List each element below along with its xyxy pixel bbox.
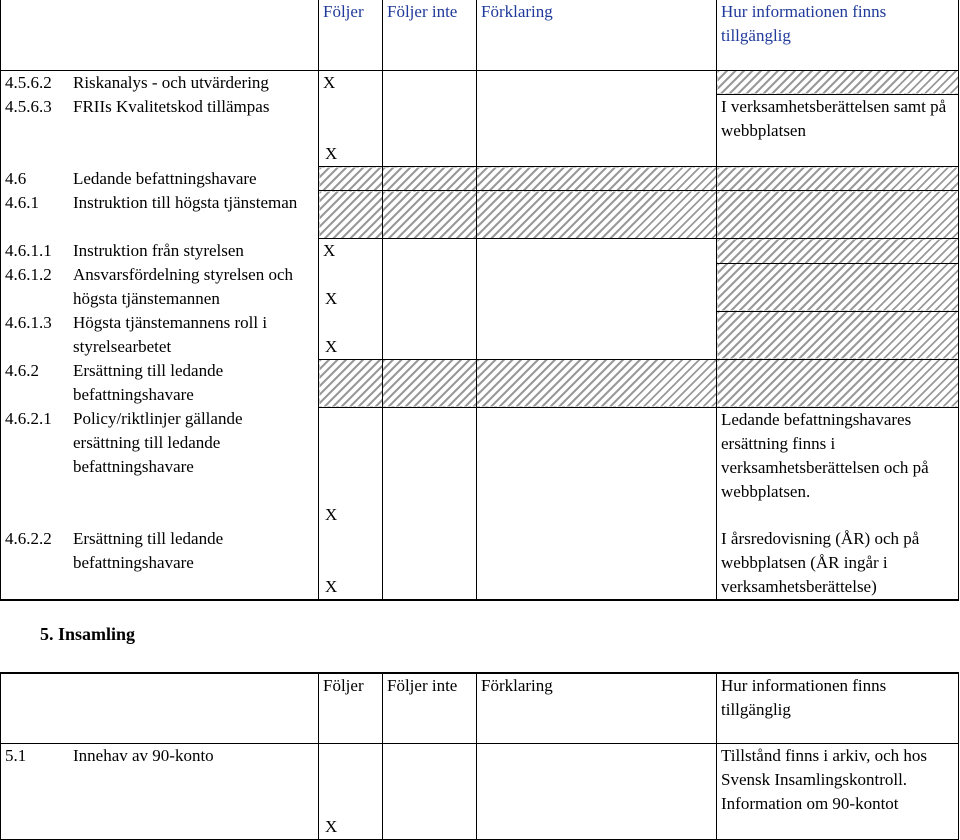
row-info-hatched bbox=[717, 70, 959, 95]
row-forklaring bbox=[477, 743, 717, 839]
row-number: 5.1 bbox=[5, 745, 27, 765]
header-hur-info: Hur informationen finns tillgänglig bbox=[717, 0, 959, 70]
row-forklaring bbox=[477, 239, 717, 264]
row-info-hatched bbox=[717, 239, 959, 264]
compliance-table-section-5 bbox=[0, 672, 959, 840]
row-info-hatched bbox=[717, 263, 959, 311]
row-info: I årsredovisning (ÅR) och på webbplatsen (ÅR ingår i verksamhetsberättelse) bbox=[717, 527, 959, 600]
header-foljer-inte: Följer inte bbox=[383, 673, 477, 743]
row-number: 4.6.1.3 bbox=[5, 313, 52, 332]
row-foljer: X bbox=[319, 407, 383, 527]
table-row bbox=[1, 95, 959, 167]
header-blank bbox=[1, 673, 319, 743]
row-foljer: X bbox=[319, 263, 383, 311]
row-info-hatched bbox=[717, 167, 959, 191]
header-foljer: Följer bbox=[319, 673, 383, 743]
row-forklaring bbox=[477, 95, 717, 167]
row-forklaring bbox=[477, 263, 717, 311]
row-description: Högsta tjänstemannens roll i styrelsearbetet bbox=[73, 313, 268, 356]
row-foljer-inte bbox=[383, 743, 477, 839]
row-description: Ersättning till ledande befattningshavare bbox=[73, 361, 224, 404]
row-foljer-inte-hatched bbox=[383, 167, 477, 191]
table-row bbox=[1, 70, 959, 95]
row-forklaring-hatched bbox=[477, 191, 717, 239]
row-foljer: X bbox=[319, 527, 383, 600]
row-foljer-hatched bbox=[319, 191, 383, 239]
row-foljer-inte bbox=[383, 527, 477, 600]
header-forklaring: Förklaring bbox=[477, 0, 717, 70]
row-info-hatched bbox=[717, 191, 959, 239]
row-description: FRIIs Kvalitetskod tillämpas bbox=[73, 96, 270, 116]
row-foljer: X bbox=[319, 311, 383, 359]
row-description: Ledande befattningshavare bbox=[73, 168, 257, 188]
row-foljer: X bbox=[319, 95, 383, 167]
row-description: Instruktion till högsta tjänsteman bbox=[73, 192, 298, 212]
row-forklaring bbox=[477, 70, 717, 95]
header-foljer-inte: Följer inte bbox=[383, 0, 477, 70]
row-foljer: X bbox=[319, 239, 383, 264]
table-row bbox=[1, 527, 959, 600]
row-number: 4.6.1 bbox=[5, 192, 39, 212]
table-row bbox=[1, 239, 959, 264]
row-foljer-inte bbox=[383, 70, 477, 95]
row-foljer-inte bbox=[383, 311, 477, 359]
row-foljer-inte bbox=[383, 263, 477, 311]
row-info-hatched bbox=[717, 359, 959, 407]
row-info: I verksamhetsberättelsen samt på webbplatsen bbox=[717, 95, 959, 167]
table-row bbox=[1, 359, 959, 407]
row-info: Tillstånd finns i arkiv, och hos Svensk Insamlingskontroll. Information om 90-kontot bbox=[717, 743, 959, 839]
row-forklaring bbox=[477, 311, 717, 359]
row-foljer: X bbox=[319, 70, 383, 95]
section-heading-insamling: 5. Insamling bbox=[40, 624, 136, 644]
row-foljer: X bbox=[319, 743, 383, 839]
row-description: Policy/riktlinjer gällande ersättning till ledande befattningshavare bbox=[73, 409, 243, 476]
header-foljer: Följer bbox=[319, 0, 383, 70]
row-description: Instruktion från styrelsen bbox=[73, 240, 244, 260]
header-hur-info: Hur informationen finns tillgänglig bbox=[717, 673, 959, 743]
header-forklaring: Förklaring bbox=[477, 673, 717, 743]
row-forklaring-hatched bbox=[477, 359, 717, 407]
row-foljer-hatched bbox=[319, 167, 383, 191]
row-info: Ledande befattningshavares ersättning finns i verksamhetsberättelsen och på webbplatsen. bbox=[717, 407, 959, 527]
row-number: 4.5.6.2 bbox=[5, 72, 52, 92]
row-foljer-inte-hatched bbox=[383, 359, 477, 407]
row-forklaring bbox=[477, 527, 717, 600]
row-number: 4.6.2.1 bbox=[5, 409, 52, 428]
row-number: 4.6 bbox=[5, 168, 27, 188]
row-info-hatched bbox=[717, 311, 959, 359]
row-foljer-inte bbox=[383, 95, 477, 167]
row-number: 4.6.1.1 bbox=[5, 240, 52, 260]
row-description: Riskanalys - och utvärdering bbox=[73, 72, 269, 92]
row-number: 4.6.2.2 bbox=[5, 529, 52, 548]
row-forklaring-hatched bbox=[477, 167, 717, 191]
row-number: 4.6.2 bbox=[5, 361, 39, 380]
row-foljer-inte bbox=[383, 407, 477, 527]
table-row bbox=[1, 191, 959, 239]
table-row bbox=[1, 167, 959, 191]
table-row bbox=[1, 407, 959, 527]
table-row bbox=[1, 311, 959, 359]
table-row bbox=[1, 743, 959, 839]
row-foljer-hatched bbox=[319, 359, 383, 407]
header-blank bbox=[1, 0, 319, 70]
row-description: Ersättning till ledande befattningshavare bbox=[73, 529, 224, 572]
table-row bbox=[1, 263, 959, 311]
row-description: Innehav av 90-konto bbox=[73, 745, 214, 765]
row-forklaring bbox=[477, 407, 717, 527]
row-number: 4.5.6.3 bbox=[5, 96, 52, 116]
row-foljer-inte bbox=[383, 239, 477, 264]
row-description: Ansvarsfördelning styrelsen och högsta tjänstemannen bbox=[73, 265, 294, 308]
row-foljer-inte-hatched bbox=[383, 191, 477, 239]
row-number: 4.6.1.2 bbox=[5, 265, 52, 284]
